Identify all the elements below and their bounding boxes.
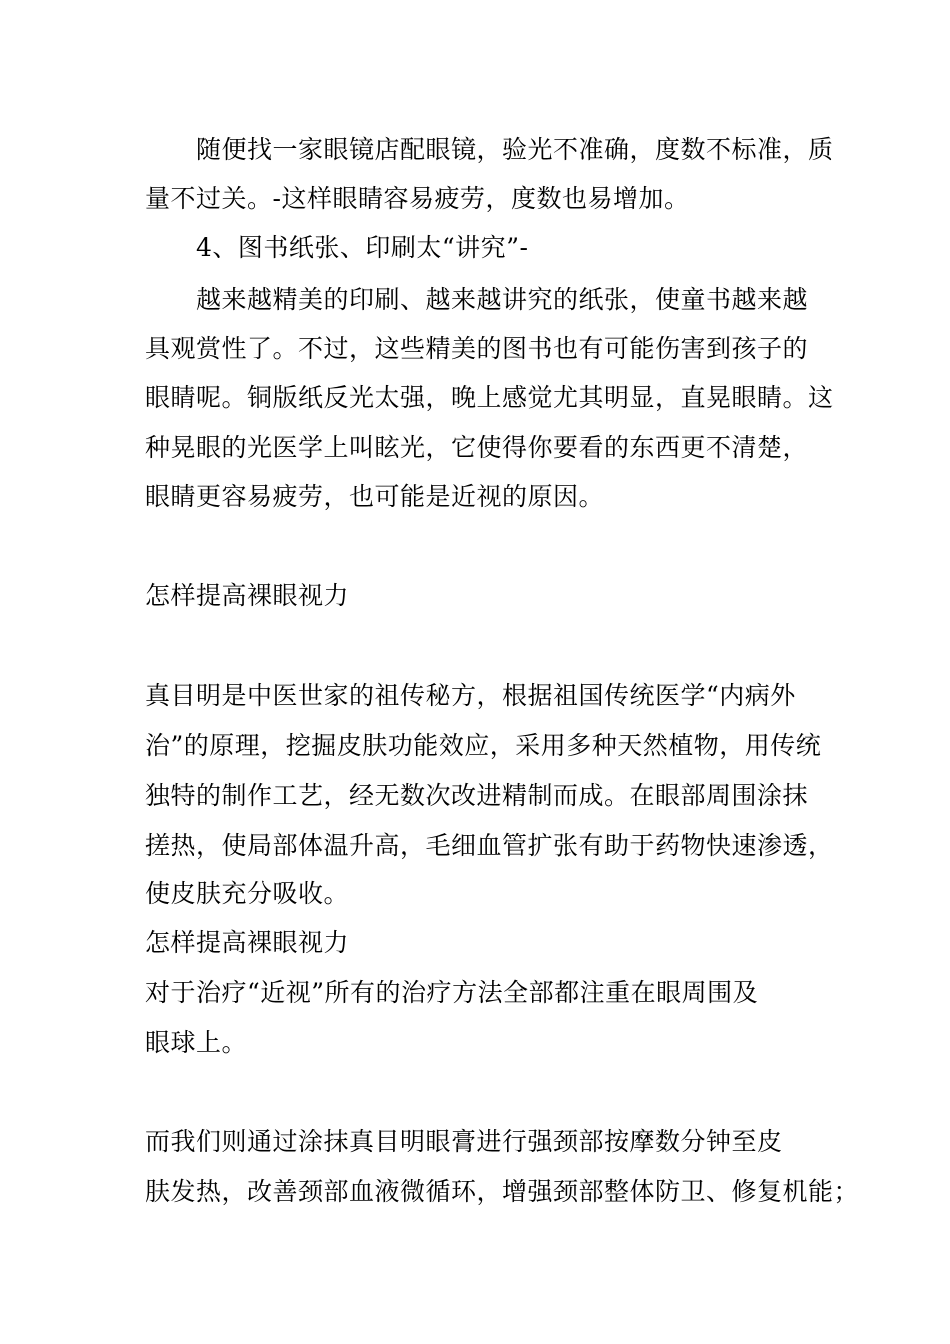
paragraph-line: 越来越精美的印刷、越来越讲究的纸张，使童书越来越 [196,285,809,314]
paragraph-line: 眼睛呢。铜版纸反光太强，晚上感觉尤其明显，直晃眼睛。这 [145,383,834,412]
paragraph-line: 治”的原理，挖掘皮肤功能效应，采用多种天然植物，用传统 [145,731,822,760]
paragraph-line: 眼睛更容易疲劳，也可能是近视的原因。 [145,482,605,511]
paragraph-line: 眼球上。 [145,1028,248,1057]
paragraph-line: 具观赏性了。不过，这些精美的图书也有可能伤害到孩子的 [145,334,809,363]
paragraph-line: 搓热，使局部体温升高，毛细血管扩张有助于药物快速渗透， [145,831,834,860]
heading: 怎样提高裸眼视力 [145,581,350,610]
paragraph-line: 量不过关。-这样眼睛容易疲劳，度数也易增加。 [145,184,690,213]
paragraph-line: 而我们则通过涂抹真目明眼膏进行强颈部按摩数分钟至皮 [145,1127,783,1156]
paragraph-line: 对于治疗“近视”所有的治疗方法全部都注重在眼周围及 [145,978,759,1007]
paragraph-line: 种晃眼的光医学上叫眩光，它使得你要看的东西更不清楚， [145,433,809,462]
paragraph-line: 随便找一家眼镜店配眼镜，验光不准确，度数不标准，质 [196,135,834,164]
heading: 怎样提高裸眼视力 [145,928,350,957]
paragraph-line: 真目明是中医世家的祖传秘方，根据祖国传统医学“内病外 [145,681,796,710]
paragraph-line: 肤发热，改善颈部血液微循环，增强颈部整体防卫、修复机能； [145,1177,860,1206]
paragraph-line: 独特的制作工艺，经无数次改进精制而成。在眼部周围涂抹 [145,781,809,810]
paragraph-line: 使皮肤充分吸收。 [145,879,350,908]
section-heading: 4、图书纸张、印刷太“讲究”- [196,233,529,262]
